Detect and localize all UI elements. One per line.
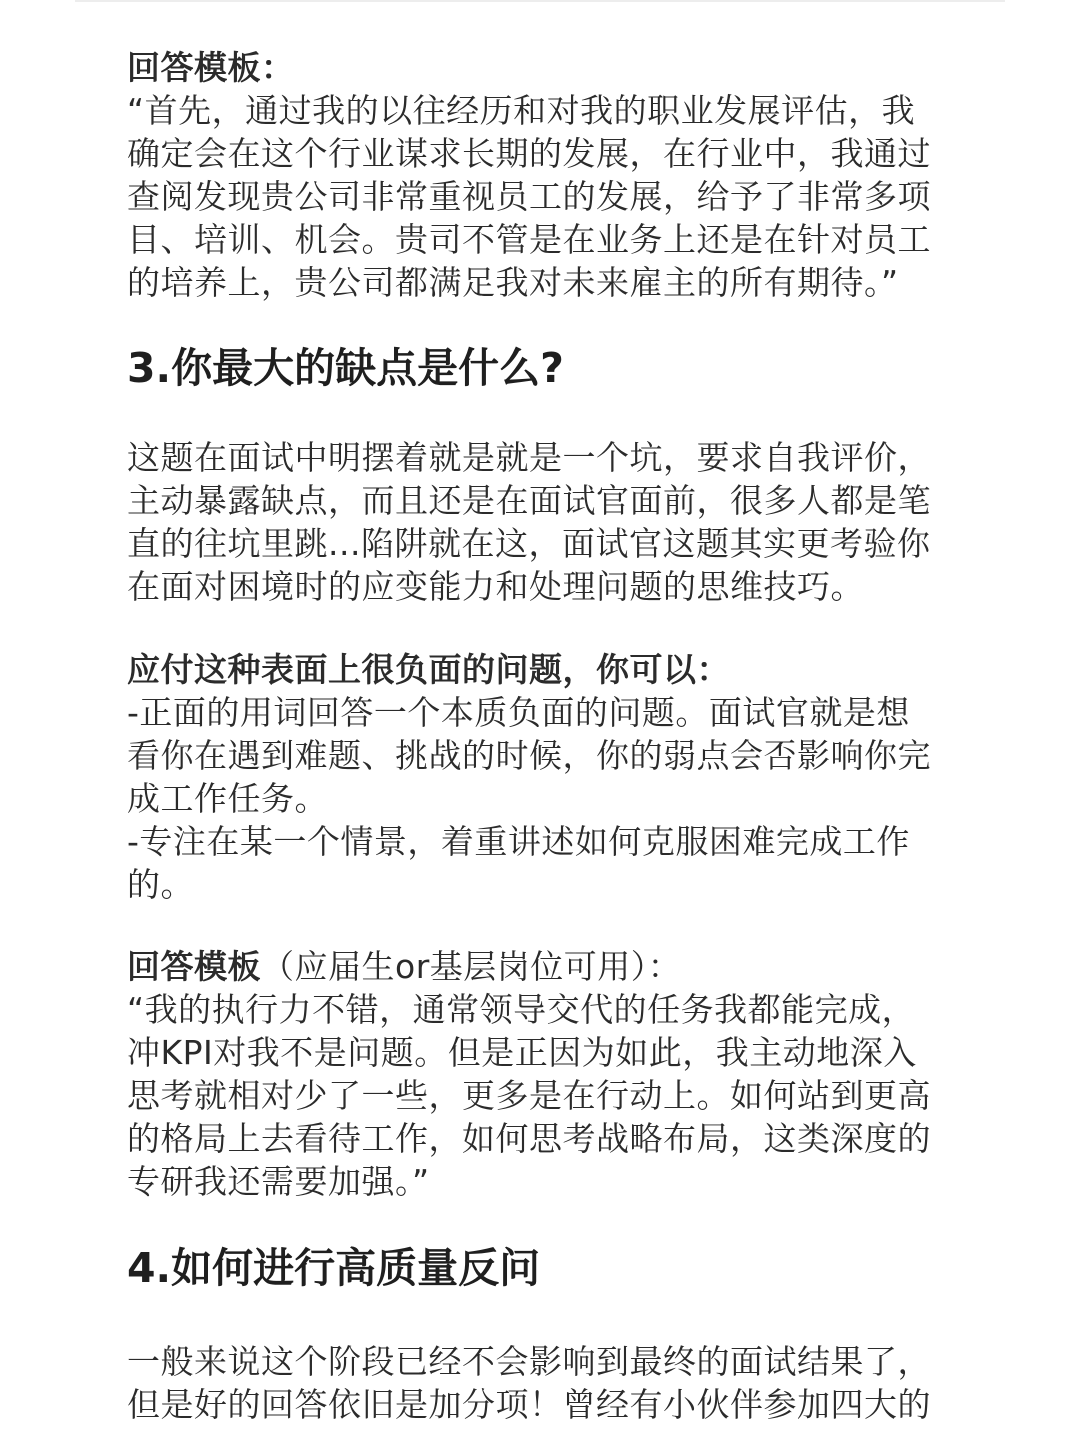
answer-line: 目、培训、机会。贵司不管是在业务上还是在针对员工	[127, 220, 931, 259]
answer-template-label: 回答模板	[127, 947, 261, 986]
tip-line: 成工作任务。	[127, 779, 328, 818]
section-intro-q3	[127, 436, 931, 608]
intro-line: 一般来说这个阶段已经不会影响到最终的面试结果了，	[127, 1342, 931, 1381]
intro-line: 但是好的回答依旧是加分项！曾经有小伙伴参加四大的	[127, 1385, 931, 1424]
intro-line: 直的往坑里跳...陷阱就在这，面试官这题其实更考验你	[127, 524, 931, 563]
tip-line: -正面的用词回答一个本质负面的问题。面试官就是想	[127, 693, 910, 732]
answer-line: 确定会在这个行业谋求长期的发展，在行业中，我通过	[127, 134, 931, 173]
answer-template-label: 回答模板：	[127, 48, 295, 87]
section-heading-q4: 4.如何进行高质量反问	[127, 1244, 541, 1292]
answer-template-note: （应届生or基层岗位可用）：	[261, 947, 682, 986]
tip-line: -专注在某一个情景，着重讲述如何克服困难完成工作	[127, 822, 910, 861]
tip-line: 的。	[127, 865, 194, 904]
answer-template-block-q2	[127, 46, 931, 304]
section-heading-q3: 3.你最大的缺点是什么?	[127, 344, 564, 392]
answer-line: “我的执行力不错，通常领导交代的任务我都能完成，	[127, 990, 916, 1029]
intro-line: 在面对困境时的应变能力和处理问题的思维技巧。	[127, 567, 864, 606]
tips-block-q3	[127, 648, 931, 906]
answer-line: 的培养上，贵公司都满足我对未来雇主的所有期待。”	[127, 263, 899, 302]
intro-line: 这题在面试中明摆着就是就是一个坑，要求自我评价，	[127, 438, 931, 477]
tip-line: 看你在遇到难题、挑战的时候，你的弱点会否影响你完	[127, 736, 931, 775]
answer-template-heading	[127, 945, 931, 988]
answer-line: 冲KPI对我不是问题。但是正因为如此，我主动地深入	[127, 1033, 917, 1072]
answer-line: 思考就相对少了一些，更多是在行动上。如何站到更高	[127, 1076, 931, 1115]
tips-label: 应付这种表面上很负面的问题，你可以：	[127, 650, 730, 689]
intro-line: 主动暴露缺点，而且还是在面试官面前，很多人都是笔	[127, 481, 931, 520]
section-intro-q4	[127, 1340, 931, 1426]
answer-line: “首先，通过我的以往经历和对我的职业发展评估，我	[127, 91, 916, 130]
answer-line: 查阅发现贵公司非常重视员工的发展，给予了非常多项	[127, 177, 931, 216]
answer-line: 的格局上去看待工作，如何思考战略布局，这类深度的	[127, 1119, 931, 1158]
top-divider	[75, 0, 1005, 2]
answer-template-block-q3	[127, 945, 931, 1203]
answer-line: 专研我还需要加强。”	[127, 1162, 430, 1201]
